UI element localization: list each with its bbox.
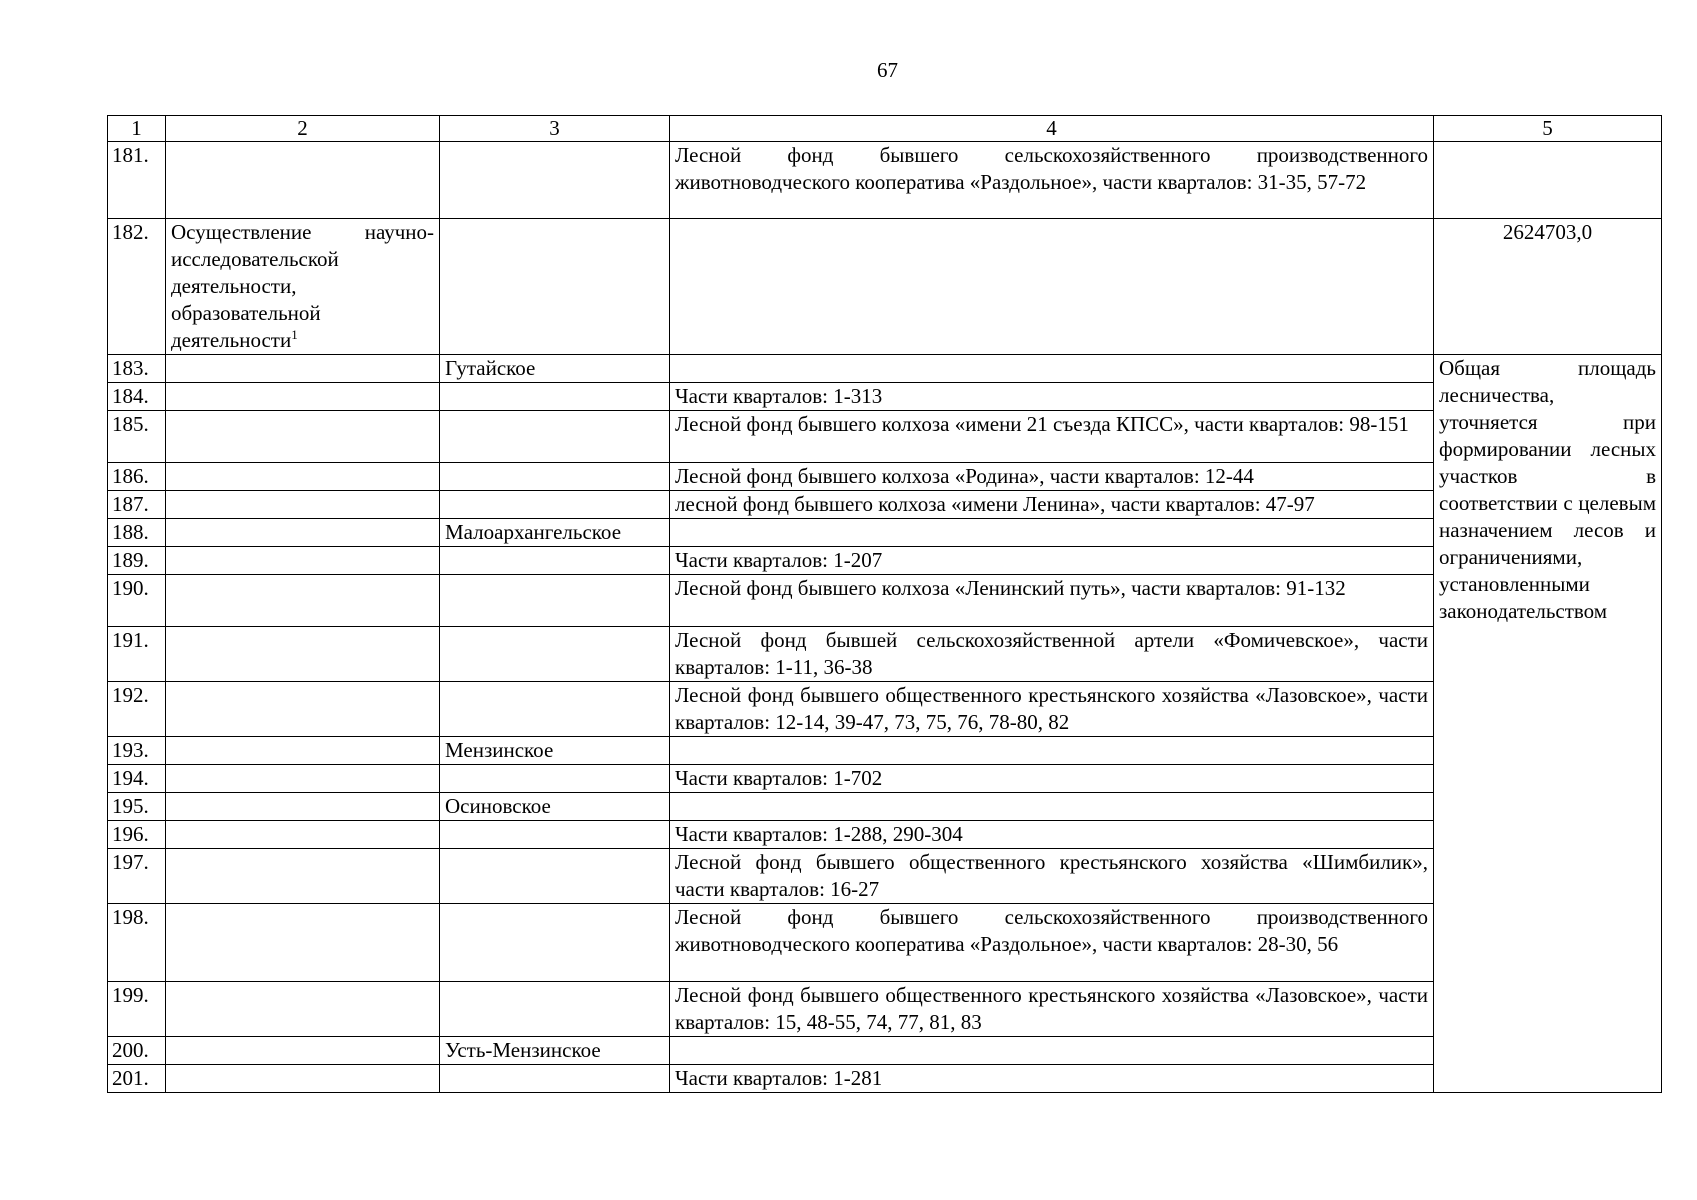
quarters-cell: Части кварталов: 1-702 [670, 765, 1434, 793]
footnote-marker: 1 [291, 327, 298, 342]
district-forestry-cell [440, 821, 670, 849]
purpose-cell [166, 463, 440, 491]
table-row [108, 627, 1662, 682]
purpose-cell [166, 737, 440, 765]
quarters-cell: лесной фонд бывшего колхоза «имени Ленина», части кварталов: 47-97 [670, 491, 1434, 519]
header-cell-4: 4 [670, 116, 1434, 142]
purpose-cell [166, 575, 440, 627]
table-row [108, 219, 1662, 355]
district-forestry-cell [440, 219, 670, 355]
table-row [108, 765, 1662, 793]
table-row [108, 355, 1662, 383]
purpose-cell [166, 142, 440, 219]
quarters-cell: Лесной фонд бывшего сельскохозяйственного производственного животноводческого кооператива «Раздольное», части кварталов: 31-35, 57-72 [670, 142, 1434, 219]
district-forestry-cell: Гутайское [440, 355, 670, 383]
purpose-text: Осуществление научно-исследовательской деятельности, образовательной деятельности [171, 220, 434, 352]
district-forestry-cell [440, 411, 670, 463]
table-row [108, 463, 1662, 491]
district-forestry-cell [440, 849, 670, 904]
row-number: 183. [108, 355, 166, 383]
quarters-cell [670, 1037, 1434, 1065]
table-row [108, 821, 1662, 849]
row-number: 201. [108, 1065, 166, 1093]
purpose-cell [166, 491, 440, 519]
district-forestry-cell: Мензинское [440, 737, 670, 765]
quarters-cell: Части кварталов: 1-288, 290-304 [670, 821, 1434, 849]
district-forestry-cell [440, 982, 670, 1037]
row-number: 187. [108, 491, 166, 519]
header-cell-5: 5 [1434, 116, 1662, 142]
purpose-cell [166, 982, 440, 1037]
purpose-cell [166, 793, 440, 821]
quarters-cell: Лесной фонд бывшего общественного крестьянского хозяйства «Лазовское», части кварталов: 12-14, 39-47, 73, 75, 76, 78-80, 82 [670, 682, 1434, 737]
district-forestry-cell: Осиновское [440, 793, 670, 821]
table-row [108, 383, 1662, 411]
row-number: 184. [108, 383, 166, 411]
purpose-cell [166, 821, 440, 849]
row-number: 198. [108, 904, 166, 982]
district-forestry-cell [440, 491, 670, 519]
header-cell-3: 3 [440, 116, 670, 142]
district-forestry-cell [440, 627, 670, 682]
district-forestry-cell: Малоархангельское [440, 519, 670, 547]
district-forestry-cell [440, 1065, 670, 1093]
table-row [108, 849, 1662, 904]
table-row [108, 547, 1662, 575]
district-forestry-cell [440, 765, 670, 793]
purpose-cell [166, 383, 440, 411]
district-forestry-cell: Усть-Мензинское [440, 1037, 670, 1065]
header-row [108, 116, 1662, 142]
row-number: 182. [108, 219, 166, 355]
row-number: 186. [108, 463, 166, 491]
quarters-cell: Лесной фонд бывшего сельскохозяйственного производственного животноводческого кооператива «Раздольное», части кварталов: 28-30, 56 [670, 904, 1434, 982]
quarters-cell: Части кварталов: 1-207 [670, 547, 1434, 575]
table-row [108, 682, 1662, 737]
table-row [108, 1037, 1662, 1065]
total-area-value: 2624703,0 [1434, 219, 1662, 355]
row-number: 197. [108, 849, 166, 904]
row-number: 190. [108, 575, 166, 627]
purpose-cell [166, 849, 440, 904]
quarters-cell [670, 519, 1434, 547]
area-cell-empty [1434, 142, 1662, 219]
purpose-cell [166, 1065, 440, 1093]
purpose-cell [166, 1037, 440, 1065]
quarters-cell [670, 793, 1434, 821]
quarters-cell: Части кварталов: 1-313 [670, 383, 1434, 411]
table-row [108, 982, 1662, 1037]
forestry-table [107, 115, 1662, 1093]
header-cell-1: 1 [108, 116, 166, 142]
district-forestry-cell [440, 575, 670, 627]
table-row [108, 737, 1662, 765]
table-row [108, 491, 1662, 519]
row-number: 188. [108, 519, 166, 547]
district-forestry-cell [440, 383, 670, 411]
quarters-cell [670, 355, 1434, 383]
purpose-cell [166, 355, 440, 383]
purpose-cell [166, 411, 440, 463]
page-number: 67 [877, 58, 898, 82]
district-forestry-cell [440, 547, 670, 575]
table-row [108, 1065, 1662, 1093]
row-number: 192. [108, 682, 166, 737]
quarters-cell: Лесной фонд бывшего колхоза «Ленинский путь», части кварталов: 91-132 [670, 575, 1434, 627]
table-row [108, 411, 1662, 463]
header-cell-2: 2 [166, 116, 440, 142]
purpose-cell [166, 519, 440, 547]
row-number: 181. [108, 142, 166, 219]
table-body [108, 116, 1662, 1093]
area-note: Общая площадь лесничества, уточняется при формировании лесных участков в соответствии с целевым назначением лесов и ограничениями, установленными законодательством [1434, 355, 1662, 1093]
table-row [108, 793, 1662, 821]
quarters-cell: Лесной фонд бывшего колхоза «имени 21 съезда КПСС», части кварталов: 98-151 [670, 411, 1434, 463]
quarters-cell: Лесной фонд бывшего общественного крестьянского хозяйства «Лазовское», части кварталов: 15, 48-55, 74, 77, 81, 83 [670, 982, 1434, 1037]
table-row [108, 142, 1662, 219]
row-number: 189. [108, 547, 166, 575]
purpose-cell [166, 547, 440, 575]
district-forestry-cell [440, 463, 670, 491]
district-forestry-cell [440, 142, 670, 219]
table-row [108, 519, 1662, 547]
quarters-cell [670, 737, 1434, 765]
quarters-cell: Лесной фонд бывшего колхоза «Родина», части кварталов: 12-44 [670, 463, 1434, 491]
quarters-cell [670, 219, 1434, 355]
row-number: 193. [108, 737, 166, 765]
purpose-cell [166, 627, 440, 682]
table-row [108, 904, 1662, 982]
row-number: 199. [108, 982, 166, 1037]
row-number: 194. [108, 765, 166, 793]
purpose-cell [166, 904, 440, 982]
district-forestry-cell [440, 904, 670, 982]
district-forestry-cell [440, 682, 670, 737]
row-number: 195. [108, 793, 166, 821]
quarters-cell: Части кварталов: 1-281 [670, 1065, 1434, 1093]
row-number: 200. [108, 1037, 166, 1065]
table-row [108, 575, 1662, 627]
row-number: 191. [108, 627, 166, 682]
quarters-cell: Лесной фонд бывшего общественного крестьянского хозяйства «Шимбилик», части кварталов: 16-27 [670, 849, 1434, 904]
purpose-cell [166, 765, 440, 793]
purpose-cell [166, 219, 440, 355]
quarters-cell: Лесной фонд бывшей сельскохозяйственной артели «Фомичевское», части кварталов: 1-11, 36-38 [670, 627, 1434, 682]
row-number: 196. [108, 821, 166, 849]
row-number: 185. [108, 411, 166, 463]
purpose-cell [166, 682, 440, 737]
